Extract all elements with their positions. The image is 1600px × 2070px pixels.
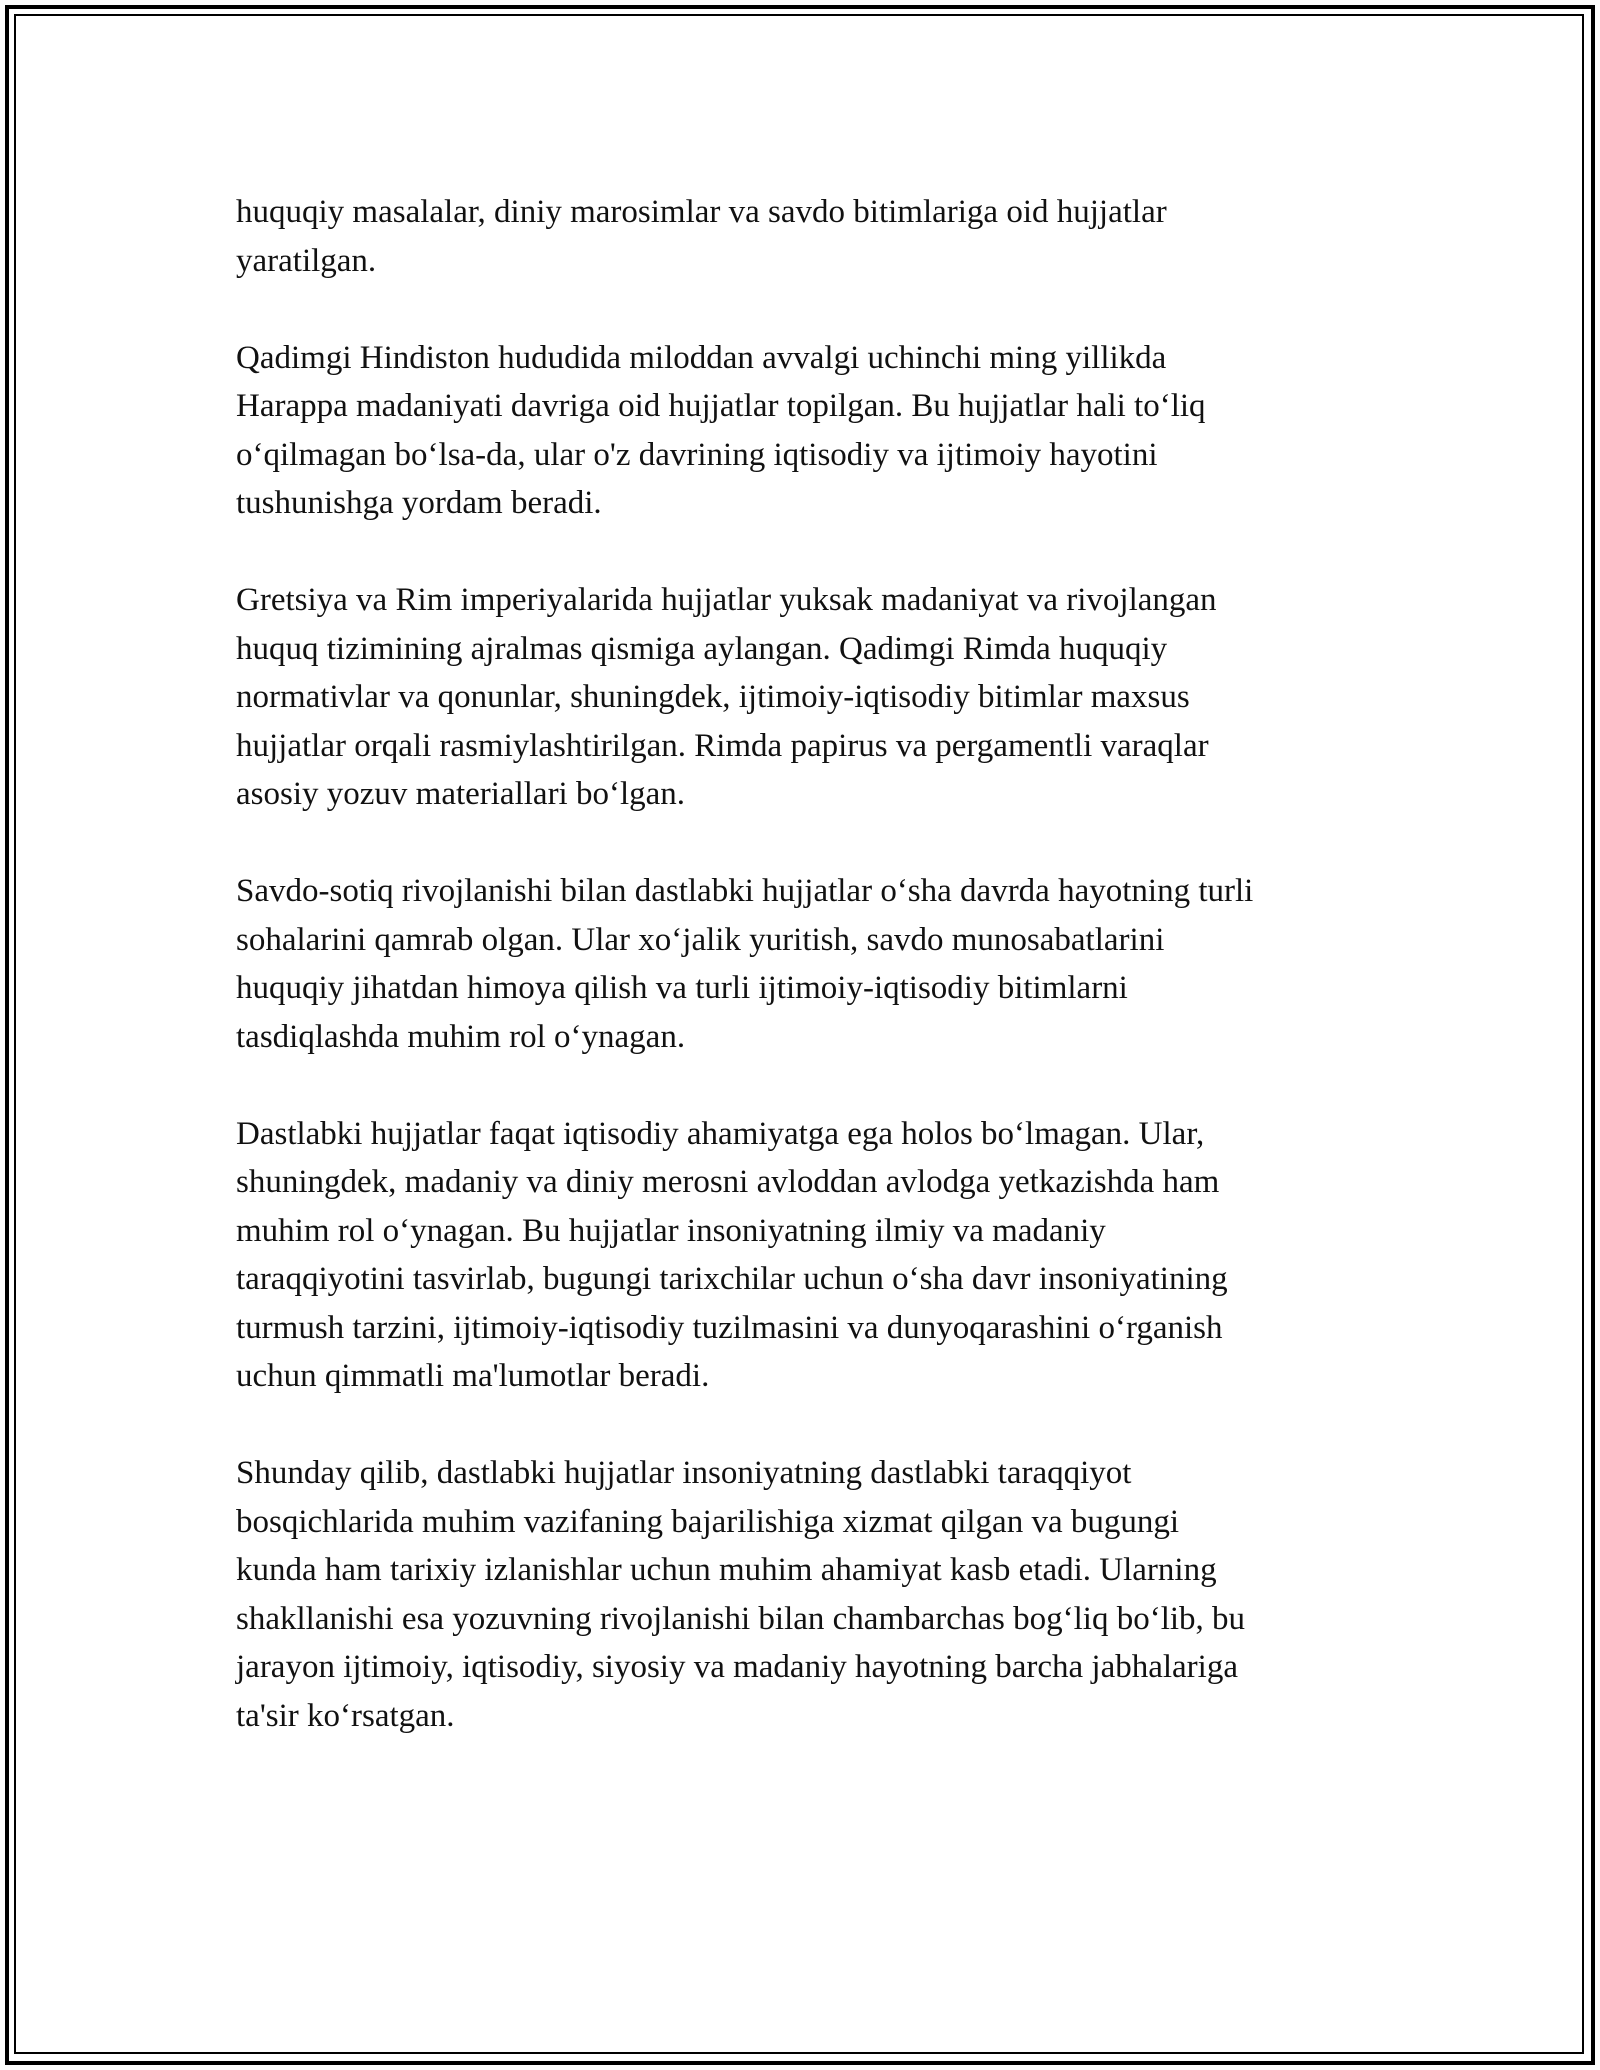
text-line: taraqqiyotini tasvirlab, bugungi tarixchilar uchun o‘sha davr insoniyatining: [236, 1261, 1228, 1297]
text-line: shakllanishi esa yozuvning rivojlanishi bilan chambarchas bog‘liq bo‘lib, bu: [236, 1600, 1246, 1637]
text-line: shuningdek, madaniy va diniy merosni avloddan avlodga yetkazishda ham: [236, 1164, 1220, 1200]
text-line: Gretsiya va Rim imperiyalarida hujjatlar yuksak madaniyat va rivojlangan: [236, 582, 1217, 618]
text-line: ta'sir ko‘rsatgan.: [236, 1697, 455, 1734]
text-line: jarayon ijtimoiy, iqtisodiy, siyosiy va madaniy hayotning barcha jabhalariga: [236, 1649, 1238, 1685]
paragraph-3: [236, 576, 1386, 819]
text-line: huquqiy jihatdan himoya qilish va turli ijtimoiy-iqtisodiy bitimlarni: [236, 970, 1128, 1006]
text-line: huquq tizimining ajralmas qismiga aylangan. Qadimgi Rimda huquqiy: [236, 630, 1168, 667]
document-body: [236, 188, 1386, 1789]
paragraph-5: [236, 1110, 1386, 1401]
text-line: huquqiy masalalar, diniy marosimlar va savdo bitimlariga oid hujjatlar: [236, 194, 1167, 230]
text-line: normativlar va qonunlar, shuningdek, ijtimoiy-iqtisodiy bitimlar maxsus: [236, 679, 1190, 715]
text-line: o‘qilmagan bo‘lsa-da, ular o'z davrining iqtisodiy va ijtimoiy hayotini: [236, 436, 1158, 473]
paragraph-2: [236, 334, 1386, 528]
text-line: uchun qimmatli ma'lumotlar beradi.: [236, 1358, 710, 1394]
text-line: Savdo-sotiq rivojlanishi bilan dastlabki hujjatlar o‘sha davrda hayotning turli: [236, 873, 1254, 909]
text-line: tushunishga yordam beradi.: [236, 485, 602, 521]
text-line: sohalarini qamrab olgan. Ular xo‘jalik yuritish, savdo munosabatlarini: [236, 921, 1165, 958]
text-line: yaratilgan.: [236, 242, 377, 279]
text-line: kunda ham tarixiy izlanishlar uchun muhim ahamiyat kasb etadi. Ularning: [236, 1552, 1217, 1588]
text-line: hujjatlar orqali rasmiylashtirilgan. Rimda papirus va pergamentli varaqlar: [236, 727, 1209, 764]
text-line: Dastlabki hujjatlar faqat iqtisodiy ahamiyatga ega holos bo‘lmagan. Ular,: [236, 1115, 1205, 1152]
text-line: tasdiqlashda muhim rol o‘ynagan.: [236, 1018, 686, 1055]
text-line: turmush tarzini, ijtimoiy-iqtisodiy tuzilmasini va dunyoqarashini o‘rganish: [236, 1309, 1223, 1346]
text-line: muhim rol o‘ynagan. Bu hujjatlar insoniyatning ilmiy va madaniy: [236, 1212, 1106, 1249]
text-line: Shunday qilib, dastlabki hujjatlar insoniyatning dastlabki taraqqiyot: [236, 1455, 1132, 1491]
paragraph-1: [236, 188, 1386, 285]
text-line: Harappa madaniyati davriga oid hujjatlar topilgan. Bu hujjatlar hali to‘liq: [236, 388, 1206, 424]
text-line: asosiy yozuv materiallari bo‘lgan.: [236, 776, 686, 812]
paragraph-6: [236, 1449, 1386, 1740]
paragraph-4: [236, 867, 1386, 1061]
text-line: Qadimgi Hindiston hududida miloddan avvalgi uchinchi ming yillikda: [236, 339, 1167, 376]
text-line: bosqichlarida muhim vazifaning bajarilishiga xizmat qilgan va bugungi: [236, 1503, 1180, 1540]
